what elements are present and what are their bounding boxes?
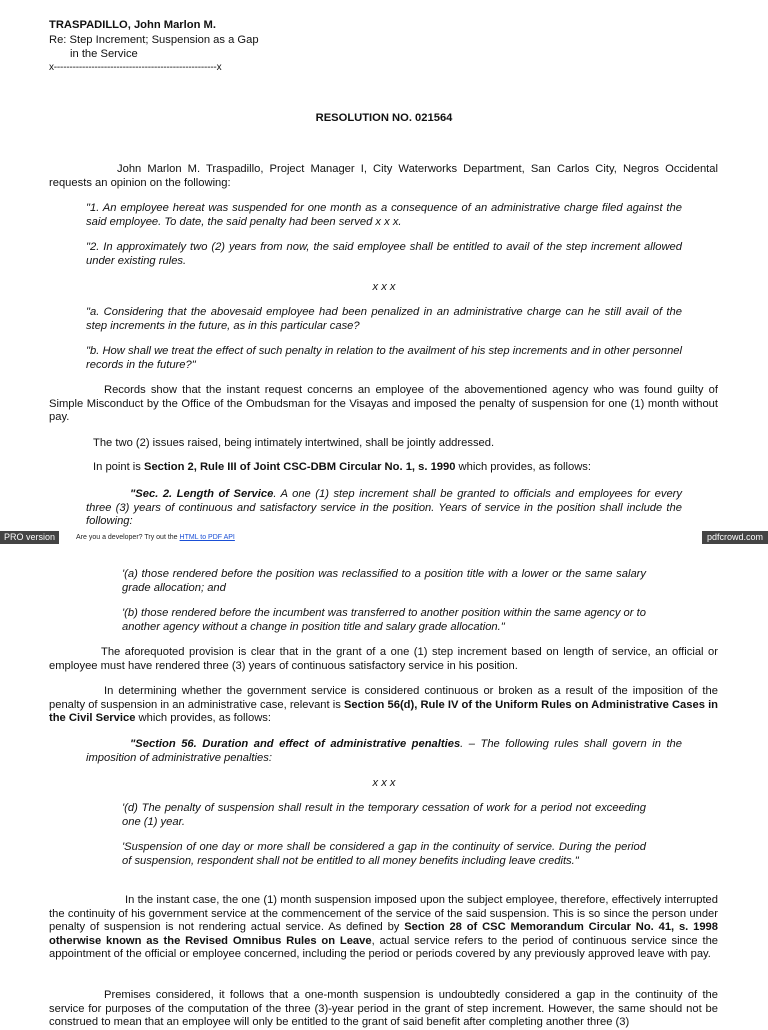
pro-version-badge[interactable]: PRO version bbox=[0, 531, 59, 544]
quote-b: "b. How shall we treat the effect of such penalty in relation to the availment of his step increments and in other personnel records in the future?" bbox=[86, 345, 682, 371]
converter-banner bbox=[0, 531, 768, 544]
quote-1: "1. An employee hereat was suspended for one month as a consequence of an administrative charge filed against the said employee. To date, the said penalty had been served x x x. bbox=[86, 202, 682, 228]
paragraph-premises: Premises considered, it follows that a one-month suspension is undoubtedly considered a gap in the continuity of the service for purposes of the computation of the three (3)-year period in the grant of step increment. However, the same should not be construed to mean that an employee will only be entitled to the grant of said benefit after completing another three (3) bbox=[49, 989, 718, 1029]
divider: x----------------------------------------------------x bbox=[49, 62, 222, 73]
quote-item-d: '(d) The penalty of suspension shall result in the temporary cessation of work for a period not exceeding one (1) year. bbox=[122, 802, 646, 828]
paragraph-in-point: In point is Section 2, Rule III of Joint CSC-DBM Circular No. 1, s. 1990 which provides, as follows: bbox=[93, 461, 592, 473]
developer-promo: Are you a developer? Try out the HTML to PDF API bbox=[76, 534, 235, 541]
subject-line-2: in the Service bbox=[70, 48, 138, 60]
ellipsis-marker-2: x x x bbox=[372, 777, 396, 789]
quote-item-a: '(a) those rendered before the position was reclassified to a position title with a lower or the same salary grade allocation; and bbox=[122, 568, 646, 594]
addressee-name: TRASPADILLO, John Marlon M. bbox=[49, 19, 216, 31]
paragraph-records: Records show that the instant request concerns an employee of the abovementioned agency who was found guilty of Simple Misconduct by the Office of the Ombudsman for the Visayas and imposed the penalty of suspension for one (1) month without pay. bbox=[49, 384, 718, 424]
paragraph-determining: In determining whether the government service is considered continuous or broken as a result of the imposition of the penalty of suspension in an administrative case, relevant is Section 56(d), Rule IV of the Uniform Rules on Administrative Cases in the Civil Service which provides, as follows: bbox=[49, 685, 719, 725]
pdfcrowd-link[interactable]: pdfcrowd.com bbox=[702, 531, 768, 544]
quote-section-2: "Sec. 2. Length of Service. A one (1) step increment shall be granted to officials and employees for every three (3) years of continuous and satisfactory service in the position. Years of service in the position shall include the following: bbox=[86, 488, 682, 528]
html-to-pdf-api-link[interactable]: HTML to PDF API bbox=[179, 534, 235, 541]
quote-item-b: '(b) those rendered before the incumbent was transferred to another position within the same agency or to another agency without a change in position title and salary grade allocation." bbox=[122, 607, 646, 633]
quote-a: "a. Considering that the abovesaid employee had been penalized in an administrative charge can he still avail of the step increments in the future, as in this particular case? bbox=[86, 306, 682, 332]
paragraph-instant-case: In the instant case, the one (1) month suspension imposed upon the subject employee, therefore, effectively interrupted the continuity of his government service at the commencement of the service of the said suspension. This is so since the person under penalty of suspension is not rendering actual service. As defined by Section 28 of CSC Memorandum Circular No. 41, s. 1998 otherwise known as the Revised Omnibus Rules on Leave, actual service refers to the period of continuous service since the appointment of the official or employee concerned, including the period or periods covered by any previously approved leave with pay. bbox=[49, 894, 719, 961]
quote-suspension: 'Suspension of one day or more shall be considered a gap in the continuity of service. During the period of suspension, respondent shall not be entitled to all money benefits including leave credits." bbox=[122, 841, 646, 867]
subject-line-1: Re: Step Increment; Suspension as a Gap bbox=[49, 34, 259, 46]
paragraph-issues: The two (2) issues raised, being intimately intertwined, shall be jointly addressed. bbox=[93, 437, 495, 449]
paragraph-intro: John Marlon M. Traspadillo, Project Manager I, City Waterworks Department, San Carlos City, Negros Occidental requests an opinion on the following: bbox=[49, 163, 718, 189]
quote-2: "2. In approximately two (2) years from now, the said employee shall be entitled to avail of the step increment allowed under existing rules. bbox=[86, 241, 682, 267]
resolution-title: RESOLUTION NO. 021564 bbox=[315, 112, 453, 124]
paragraph-aforequoted: The aforequoted provision is clear that in the grant of a one (1) step increment based on length of service, an official or employee must have rendered three (3) years of continuous satisfactory service in his position. bbox=[49, 646, 718, 672]
ellipsis-marker: x x x bbox=[372, 281, 396, 293]
quote-section-56: "Section 56. Duration and effect of administrative penalties. – The following rules shall govern in the imposition of administrative penalties: bbox=[86, 738, 683, 764]
